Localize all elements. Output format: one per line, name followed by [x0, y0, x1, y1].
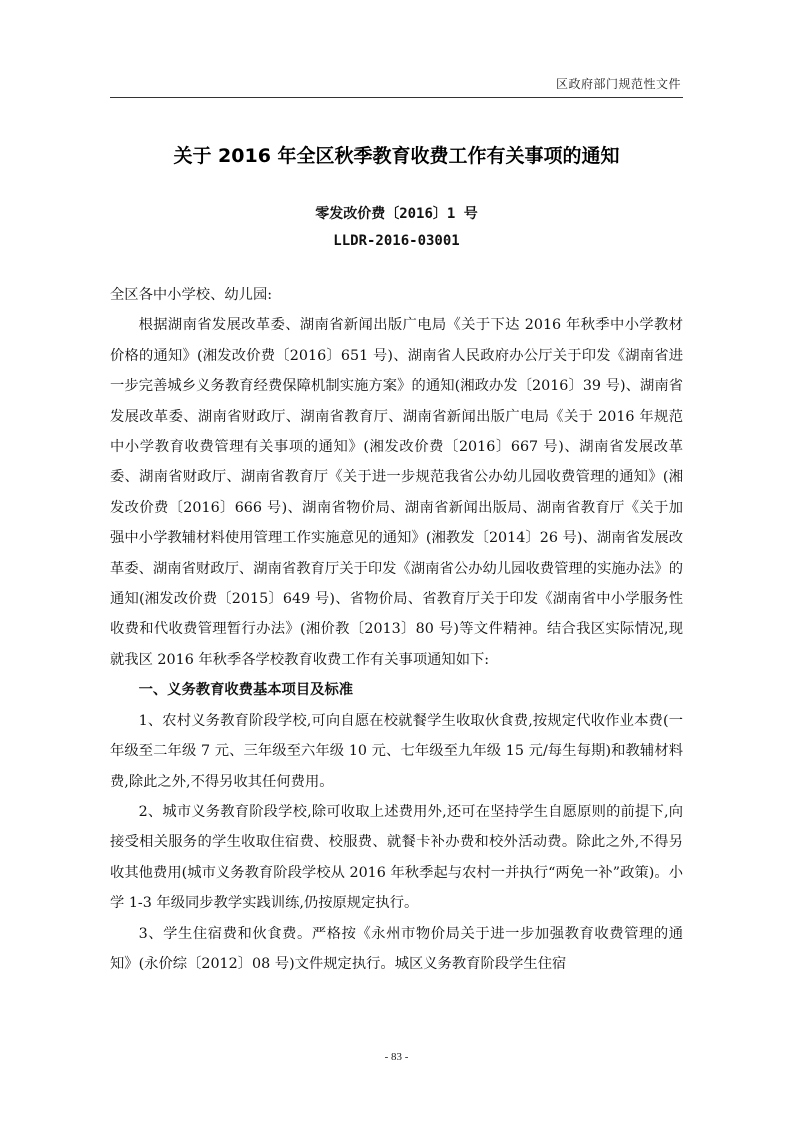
document-number: 零发改价费〔2016〕1 号 — [315, 206, 478, 222]
item-paragraph-3: 3、学生住宿费和伙食费。严格按《永州市物价局关于进一步加强教育收费管理的通知》(永价综〔2012〕08 号)文件规定执行。城区义务教育阶段学生住宿 — [110, 925, 683, 972]
document-title: 关于 2016 年全区秋季教育收费工作有关事项的通知 — [173, 145, 620, 167]
intro-paragraph: 根据湖南省发展改革委、湖南省新闻出版广电局《关于下达 2016 年秋季中小学教材价格的通知》(湘发改价费〔2016〕651 号)、湖南省人民政府办公厅关于印发《湖南省进一步完善城乡义务教育经费保障机制实施方案》的通知(湘政办发〔2016〕39 号)、湖南省发展改革委、湖南省财政厅、湖南省教育厅、湖南省新闻出版广电局《关于 2016 年规范中小学教育收费管理有关事项的通知》(湘发改价费〔2016〕667 号)、湖南省发展改革委、湖南省财政厅、湖南省教育厅《关于进一步规范我省公办幼儿园收费管理的通知》(湘发改价费〔2016〕666 号)、湖南省物价局、湖南省新闻出版局、湖南省教育厅《关于加强中小学教辅材料使用管理工作实施意见的通知》(湘教发〔2014〕26 号)、湖南省发展改革委、湖南省财政厅、湖南省教育厅关于印发《湖南省公办幼儿园收费管理的实施办法》的通知(湘发改价费〔2015〕649 号)、省物价局、省教育厅关于印发《湖南省中小学服务性收费和代收费管理暂行办法》(湘价教〔2013〕80 号)等文件精神。结合我区实际情况,现就我区 2016 年秋季各学校教育收费工作有关事项通知如下: — [110, 317, 683, 668]
header-label: 区政府部门规范性文件 — [555, 77, 681, 91]
item-paragraph-1: 1、农村义务教育阶段学校,可向自愿在校就餐学生收取伙食费,按规定代收作业本费(一年级至二年级 7 元、三年级至六年级 10 元、七年级至九年级 15 元/每生每期)和教辅材料费,除此之外,不得另收其任何费用。 — [110, 712, 683, 790]
document-code: LLDR-2016-03001 — [333, 233, 460, 249]
item-paragraph-2: 2、城市义务教育阶段学校,除可收取上述费用外,还可在坚持学生自愿原则的前提下,向接受相关服务的学生收取住宿费、校服费、就餐卡补办费和校外活动费。除此之外,不得另收其他费用(城市义务教育阶段学校从 2016 年秋季起与农村一并执行“两免一补”政策)。小学 1-3 年级同步教学实践训练,仍按原规定执行。 — [110, 803, 683, 912]
page-number: - 83 - — [384, 1051, 409, 1063]
addressee: 全区各中小学校、幼儿园: — [110, 287, 273, 303]
header-divider — [110, 97, 683, 98]
section-heading: 一、义务教育收费基本项目及标准 — [138, 682, 354, 699]
document-body — [110, 280, 683, 979]
